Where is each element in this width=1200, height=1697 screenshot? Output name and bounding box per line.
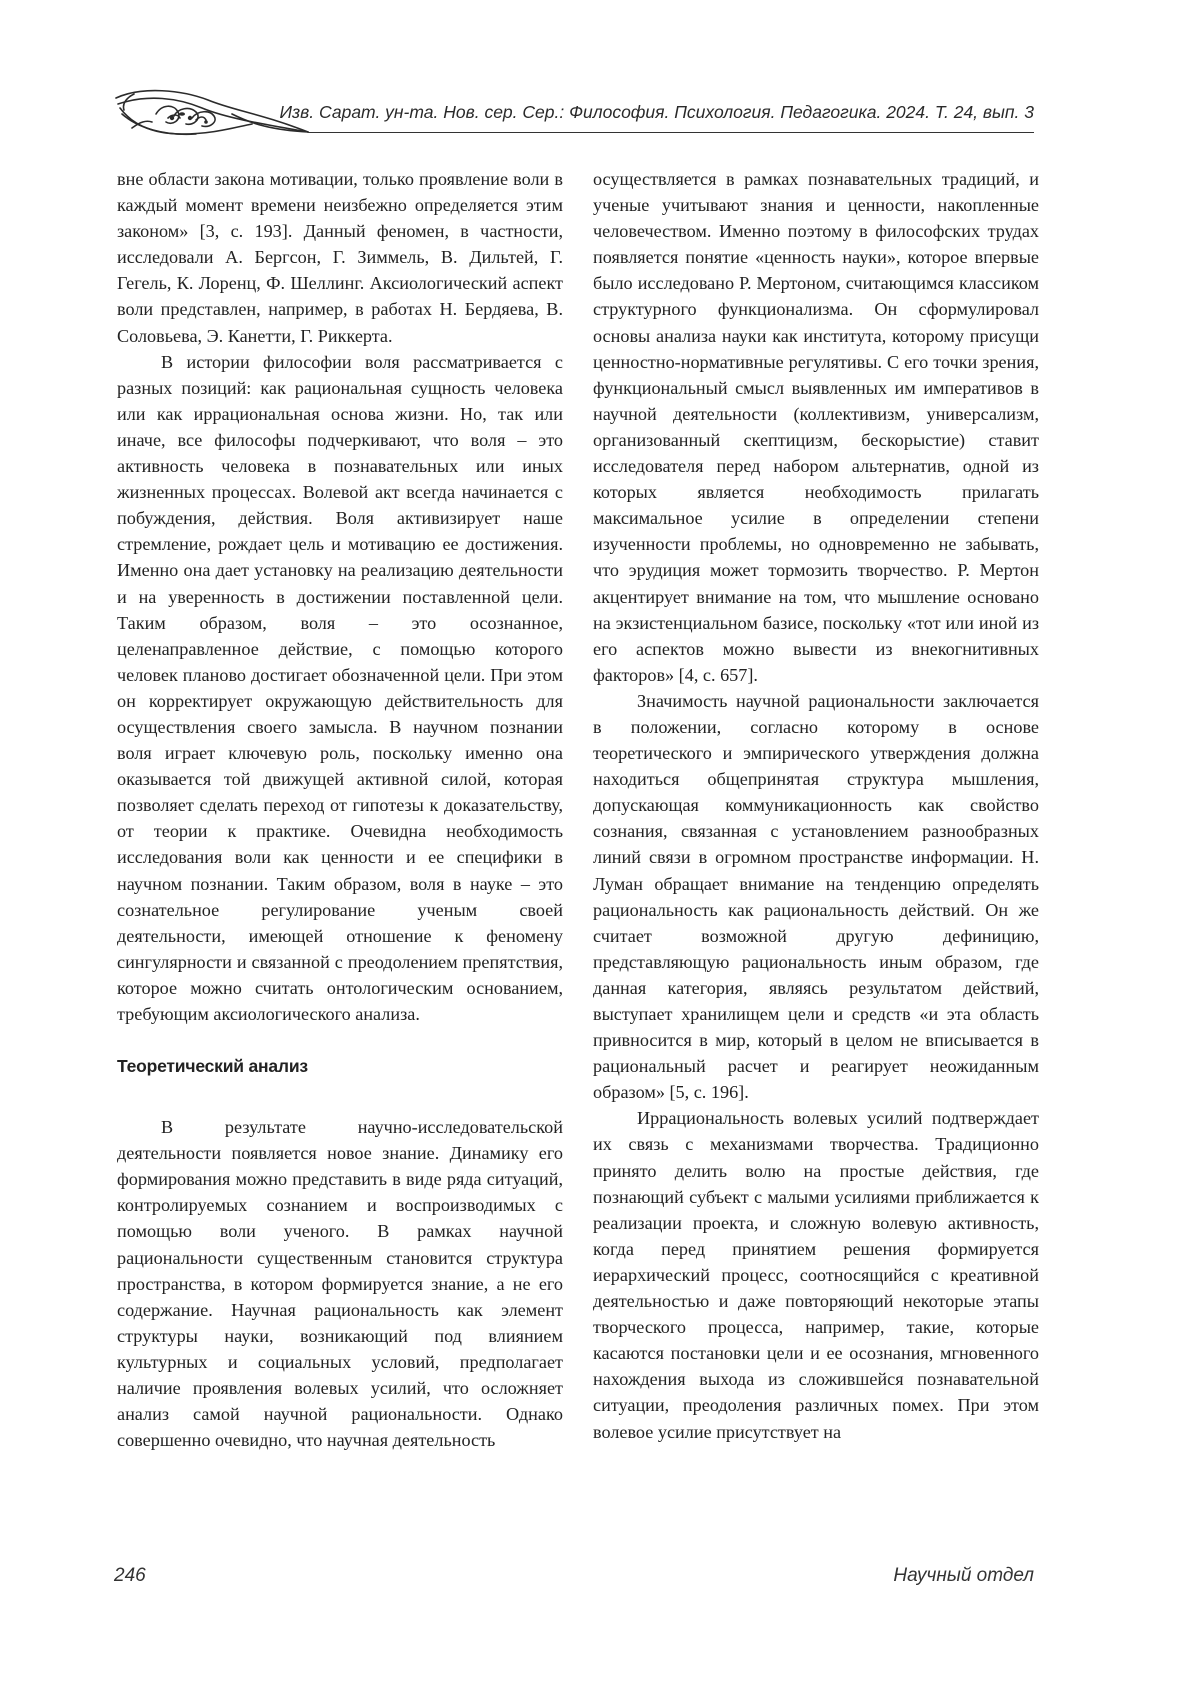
page-footer (114, 1565, 1034, 1595)
page-number: 246 (114, 1565, 146, 1586)
paragraph: Значимость научной рациональности заключается в положении, согласно которому в основе теоретического и эмпирического утверждения должна находиться общепринятая структура мышления, допускающая коммуникационность как свойство сознания, связанная с установлением разнообразных линий связи в огромном пространстве информации. Н. Луман обращает внимание на тенденцию определять рациональность как рациональность действий. Он же считает возможной другую дефиницию, представляющую рациональность иным образом, где данная категория, являясь результатом действий, выступает хранилищем цели и средств «и эта область привносится в мир, который в целом не вписывается в рациональный расчет и реагирует неожиданным образом» [5, с. 196]. (593, 690, 1039, 1103)
section-heading: Теоретический анализ (117, 1056, 308, 1077)
paragraph: В результате научно-исследовательской деятельности появляется новое знание. Динамику его формирования можно представить в виде ряда ситуаций, контролируемых сознанием и воспроизводимых с помощью воли ученого. В рамках научной рациональности существенным становится структура пространства, в котором формируется знание, а не его содержание. Научная рациональность как элемент структуры науки, возникающий под влиянием культурных и социальных условий, предполагает наличие проявления волевых усилий, что осложняет анализ самой научной рациональности. Однако совершенно очевидно, что научная деятельность (117, 1117, 563, 1451)
paragraph: осуществляется в рамках познавательных традиций, и ученые учитывают знания и ценности, накопленные человечеством. Именно поэтому в философских трудах появляется понятие «ценность науки», которое впервые было исследовано Р. Мертоном, считающимся классиком структурного функционализма. Он сформулировал основы анализа науки как института, которому присущи ценностно-нормативные регулятивы. С его точки зрения, функциональный смысл выявленных им императивов в научной деятельности (коллективизм, универсализм, организованный скептицизм, бескорыстие) ставит исследователя перед набором альтернатив, одной из которых является необходимость прилагать максимальное усилие в определении степени изученности проблемы, но одновременно не забывать, что эрудиция может тормозить творчество. Р. Мертон акцентирует внимание на том, что мышление основано на экзистенциальном базисе, поскольку «тот или иной из его аспектов можно вывести из внекогнитивных факторов» [4, с. 657]. (593, 169, 1039, 685)
running-header (112, 84, 1034, 140)
paragraph: Иррациональность волевых усилий подтверждает их связь с механизмами творчества. Традиционно принято делить волю на простые действия, где познающий субъект с малыми усилиями приближается к реализации проекта, и сложную волевую активность, когда перед принятием решения формируется иерархический процесс, соотносящийся с креативной деятельностью и даже повторяющий некоторые этапы творческого процесса, например, такие, которые касаются постановки цели и ее осознания, мгновенного нахождения выхода из сложившейся познавательной ситуации, преодоления различных помех. При этом волевое усилие присутствует на (593, 1108, 1039, 1442)
section-name: Научный отдел (893, 1565, 1034, 1586)
right-column (593, 166, 1039, 1445)
left-column (117, 166, 563, 1453)
journal-citation: Изв. Сарат. ун-та. Нов. сер. Сер.: Философия. Психология. Педагогика. 2024. Т. 24, вып. 3 (279, 102, 1034, 122)
header-rule (308, 132, 1034, 133)
paragraph: В истории философии воля рассматривается с разных позиций: как рациональная сущность человека или как иррациональная основа жизни. Но, так или иначе, все философы подчеркивают, что воля – это активность человека в познавательных или иных жизненных процессах. Волевой акт всегда начинается с побуждения, действия. Воля активизирует наше стремление, рождает цель и мотивацию ее достижения. Именно она дает установку на реализацию деятельности и на уверенность в достижении поставленной цели. Таким образом, воля – это осознанное, целенаправленное действие, с помощью которого человек планово достигает обозначенной цели. При этом он корректирует окружающую действительность для осуществления своего замысла. В научном познании воля играет ключевую роль, поскольку именно она оказывается той движущей активной силой, которая позволяет сделать переход от гипотезы к доказательству, от теории к практике. Очевидна необходимость исследования воли как ценности и ее специфики в научном познании. Таким образом, воля в науке – это сознательное регулирование ученым своей деятельности, имеющей отношение к феномену сингулярности и связанной с преодолением препятствия, которое можно считать онтологическим основанием, требующим аксиологического анализа. (117, 351, 563, 1024)
paragraph: вне области закона мотивации, только проявление воли в каждый момент времени неизбежно определяется этим законом» [3, с. 193]. Данный феномен, в частности, исследовали А. Бергсон, Г. Зиммель, В. Дильтей, Г. Гегель, К. Лоренц, Ф. Шеллинг. Аксиологический аспект воли представлен, например, в работах Н. Бердяева, В. Соловьева, Э. Канетти, Г. Риккерта. (117, 169, 563, 346)
